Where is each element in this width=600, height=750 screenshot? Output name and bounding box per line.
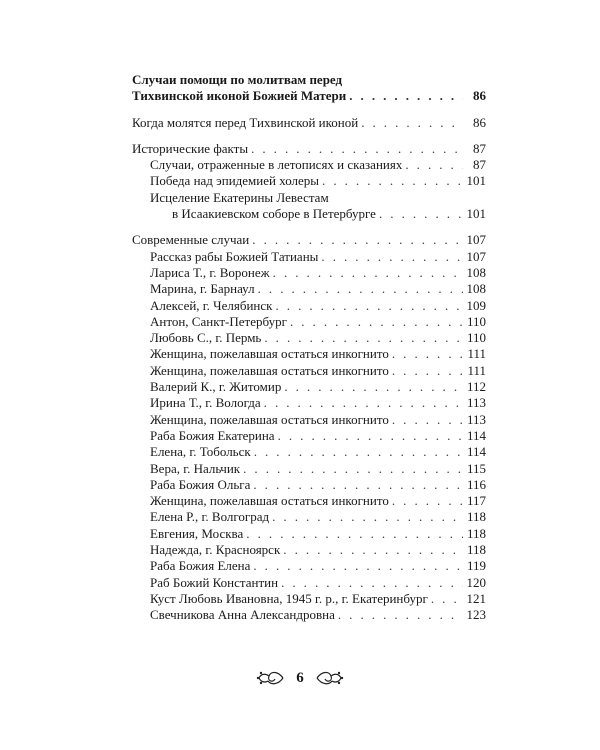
toc-heading-line1: Случаи помощи по молитвам перед	[132, 72, 343, 87]
toc-entry-title: Раба Божия Екатерина	[150, 427, 275, 443]
toc-page-number: 114	[466, 427, 486, 443]
leader-dots	[252, 232, 463, 248]
toc-entry[interactable]	[150, 379, 486, 395]
leader-dots	[281, 575, 463, 591]
toc-page-number: 87	[473, 157, 486, 173]
floral-ornament-icon	[314, 667, 344, 689]
leader-dots	[253, 558, 463, 574]
toc-entry[interactable]	[150, 591, 486, 607]
toc-entry[interactable]	[150, 542, 486, 558]
toc-entry[interactable]	[150, 249, 486, 265]
toc-page-number: 86	[473, 88, 486, 104]
toc-entry-title: Ирина Т., г. Вологда	[150, 395, 261, 411]
leader-dots	[321, 249, 463, 265]
page-number: 6	[296, 669, 304, 686]
toc-entry-title: Когда молятся перед Тихвинской иконой	[132, 114, 359, 130]
toc-entry-title: Марина, г. Барнаул	[150, 281, 255, 297]
toc-entry[interactable]	[150, 265, 486, 281]
toc-entry-title: Алексей, г. Челябинск	[150, 297, 273, 313]
toc-entry-when-pray[interactable]	[132, 115, 486, 131]
toc-page-number: 108	[466, 281, 486, 297]
page-footer	[0, 667, 600, 689]
toc-page-number: 115	[466, 460, 486, 476]
toc-section-title: Современные случаи	[132, 232, 250, 248]
toc-entry-title: Валерий К., г. Житомир	[150, 379, 282, 395]
toc-entry-title: в Исаакиевском соборе в Петербурге	[172, 206, 376, 222]
toc-section-modern[interactable]	[132, 232, 486, 248]
toc-heading-line2: Тихвинской иконой Божией Матери	[132, 88, 347, 104]
leader-dots	[264, 330, 463, 346]
toc-entry-title: Женщина, пожелавшая остаться инкогнито	[150, 493, 389, 509]
leader-dots	[431, 591, 463, 607]
toc-entry[interactable]	[150, 444, 486, 460]
toc-entry-title: Раба Божия Елена	[150, 558, 251, 574]
leader-dots	[278, 428, 463, 444]
toc-entry-healing[interactable]	[172, 206, 486, 222]
leader-dots	[405, 157, 463, 173]
toc-modern-list	[132, 249, 486, 624]
toc-entry-title: Победа над эпидемией холеры	[150, 173, 320, 189]
toc-entry[interactable]	[150, 607, 486, 623]
toc-entry[interactable]	[150, 509, 486, 525]
toc-entry[interactable]	[150, 314, 486, 330]
toc-entry-title: Евгения, Москва	[150, 525, 244, 541]
toc-section-title: Исторические факты	[132, 140, 249, 156]
toc-entry[interactable]	[150, 157, 486, 173]
leader-dots	[379, 206, 463, 222]
toc-entry-title: Раба Божия Ольга	[150, 476, 251, 492]
leader-dots	[243, 461, 463, 477]
toc-page-number: 111	[467, 362, 486, 378]
toc-page-number: 118	[466, 542, 486, 558]
toc-page-number: 112	[466, 379, 486, 395]
toc-entry[interactable]	[150, 395, 486, 411]
toc-page-number: 107	[466, 248, 486, 264]
toc-entry-title: Вера, г. Нальчик	[150, 460, 241, 476]
leader-dots	[272, 509, 463, 525]
toc-entry-title: Случаи, отраженные в летописях и сказаниях	[150, 157, 403, 173]
leader-dots	[392, 412, 463, 428]
toc-entry[interactable]	[150, 575, 486, 591]
toc-entry-title: Женщина, пожелавшая остаться инкогнито	[150, 346, 389, 362]
toc-page-number: 118	[466, 525, 486, 541]
toc-entry[interactable]	[150, 363, 486, 379]
leader-dots	[251, 141, 463, 157]
leader-dots	[273, 265, 463, 281]
leader-dots	[264, 395, 463, 411]
leader-dots	[338, 607, 463, 623]
leader-dots	[290, 314, 463, 330]
toc-page-number: 110	[466, 330, 486, 346]
table-of-contents	[132, 72, 486, 624]
toc-page-number: 118	[466, 509, 486, 525]
toc-page-number: 108	[466, 264, 486, 280]
toc-entry[interactable]	[150, 477, 486, 493]
toc-page-number: 119	[466, 558, 486, 574]
toc-page-number: 113	[466, 411, 486, 427]
toc-entry[interactable]	[150, 493, 486, 509]
toc-entry-title: Женщина, пожелавшая остаться инкогнито	[150, 362, 389, 378]
toc-entry[interactable]	[150, 298, 486, 314]
leader-dots	[322, 173, 463, 189]
toc-page-number: 120	[466, 574, 486, 590]
toc-page-number: 87	[473, 140, 486, 156]
toc-entry-title: Елена, г. Тобольск	[150, 444, 251, 460]
toc-entry-title: Свечникова Анна Александровна	[150, 607, 335, 623]
toc-entry-title: Женщина, пожелавшая остаться инкогнито	[150, 411, 389, 427]
toc-page-number: 116	[466, 476, 486, 492]
leader-dots	[392, 346, 463, 362]
toc-entry[interactable]	[150, 428, 486, 444]
toc-entry-title: Антон, Санкт-Петербург	[150, 313, 287, 329]
leader-dots	[254, 444, 463, 460]
toc-entry[interactable]	[150, 173, 486, 189]
toc-page-number: 123	[466, 607, 486, 623]
toc-entry[interactable]	[150, 281, 486, 297]
toc-page-number: 113	[466, 395, 486, 411]
toc-page-number: 114	[466, 444, 486, 460]
toc-entry-title: Рассказ рабы Божией Татианы	[150, 248, 319, 264]
leader-dots	[284, 379, 463, 395]
toc-page-number: 107	[466, 232, 486, 248]
toc-entry-healing-line1: Исцеление Екатерины Левестам	[150, 189, 329, 205]
toc-page-number: 109	[466, 297, 486, 313]
leader-dots	[253, 477, 463, 493]
leader-dots	[275, 298, 463, 314]
toc-entry-title: Елена Р., г. Волгоград	[150, 509, 270, 525]
toc-entry[interactable]	[150, 526, 486, 542]
toc-heading-entry[interactable]	[132, 88, 486, 104]
toc-page-number: 101	[466, 173, 486, 189]
toc-page-number: 121	[466, 590, 486, 606]
toc-page-number: 110	[466, 313, 486, 329]
toc-entry-title: Лариса Т., г. Воронеж	[150, 264, 270, 280]
toc-entry-title: Куст Любовь Ивановна, 1945 г. р., г. Екатеринбург	[150, 590, 428, 606]
toc-entry[interactable]	[150, 412, 486, 428]
toc-entry-title: Надежда, г. Красноярск	[150, 542, 281, 558]
floral-ornament-icon	[256, 667, 286, 689]
leader-dots	[246, 526, 463, 542]
toc-page-number: 117	[466, 493, 486, 509]
leader-dots	[392, 363, 463, 379]
leader-dots	[349, 88, 463, 104]
leader-dots	[258, 281, 463, 297]
toc-page-number: 101	[466, 206, 486, 222]
toc-page-number: 86	[473, 114, 486, 130]
toc-entry-title: Любовь С., г. Пермь	[150, 330, 262, 346]
toc-section-historical[interactable]	[132, 141, 486, 157]
leader-dots	[283, 542, 463, 558]
toc-entry[interactable]	[150, 558, 486, 574]
toc-entry-title: Раб Божий Константин	[150, 574, 279, 590]
toc-entry[interactable]	[150, 330, 486, 346]
toc-page-number: 111	[467, 346, 486, 362]
toc-entry[interactable]	[150, 461, 486, 477]
leader-dots	[361, 115, 463, 131]
leader-dots	[392, 493, 463, 509]
toc-entry[interactable]	[150, 346, 486, 362]
